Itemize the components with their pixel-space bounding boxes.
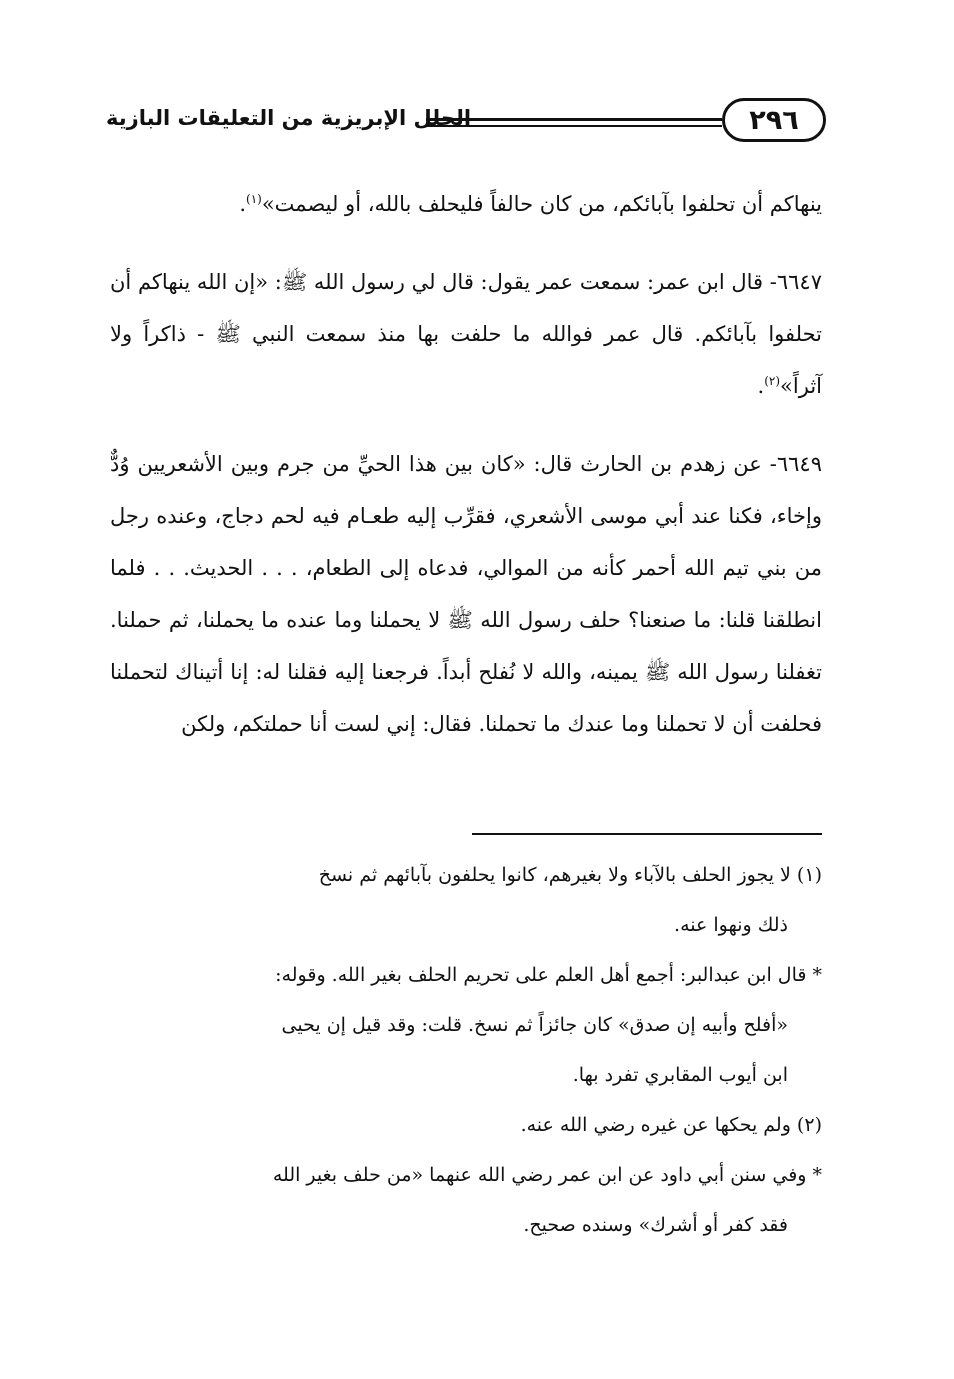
footnote-2 xyxy=(110,1100,822,1150)
footnote-1 xyxy=(110,850,822,950)
paragraph-end: . xyxy=(239,192,246,216)
book-title: الحلل الإبريزية من التعليقات البازية xyxy=(106,106,472,130)
header-double-rule xyxy=(426,118,722,127)
page-number: ٢٩٦ xyxy=(749,104,799,136)
footnote-ref-1: (١) xyxy=(246,192,262,206)
footnote-line: ذلك ونهوا عنه. xyxy=(674,914,788,936)
main-text xyxy=(110,178,822,750)
paragraph-text: ٦٦٤٧- قال ابن عمر: سمعت عمر يقول: قال لي رسول الله ﷺ: «إن الله ينهاكم أن تحلفوا بآبائكم. قال عمر فوالله ما حلفت بها منذ سمعت النبي ﷺ - ذاكراً ولا آثراً» xyxy=(110,270,822,398)
page-number-badge xyxy=(722,98,826,142)
footnote-separator xyxy=(472,833,822,835)
running-header xyxy=(106,98,826,150)
footnote-line: (١) لا يجوز الحلف بالآباء ولا بغيرهم، كانوا يحلفون بآبائهم ثم نسخ xyxy=(318,864,822,886)
paragraph-text: ينهاكم أن تحلفوا بآبائكم، من كان حالفاً فليحلف بالله، أو ليصمت» xyxy=(261,192,822,216)
footnote-line: فقد كفر أو أشرك» وسنده صحيح. xyxy=(523,1214,788,1236)
footnote-2-comment xyxy=(110,1150,822,1250)
footnote-line: «أفلح وأبيه إن صدق» كان جائزاً ثم نسخ. قلت: وقد قيل إن يحيى xyxy=(281,1014,788,1036)
footnote-line: * وفي سنن أبي داود عن ابن عمر رضي الله عنهما «من حلف بغير الله xyxy=(272,1164,822,1186)
paragraph-end: . xyxy=(757,374,765,398)
paragraph-text: ٦٦٤٩- عن زهدم بن الحارث قال: «كان بين هذا الحيِّ من جرم وبين الأشعريين وُدٌّ وإخاء، فكنا عند أبي موسى الأشعري، فقرِّب إليه طعـام فيه لحم دجاج، وعنده رجل من بني تيم الله أحمر كأنه من الموالي، فدعاه إلى الطعام، . . . الحديث. . . فلما انطلقنا قلنا: ما صنعنا؟ حلف رسول الله ﷺ لا يحملنا وما عنده ما يحملنا، ثم حملنا. تغفلنا رسول الله ﷺ يمينه، والله لا نُفلح أبداً. فرجعنا إليه فقلنا له: إنا أتيناك لتحملنا فحلفت أن لا تحملنا وما عندك ما تحملنا. فقال: إني لست أنا حملتكم، ولكن xyxy=(110,452,822,736)
footnote-line: * قال ابن عبدالبر: أجمع أهل العلم على تحريم الحلف بغير الله. وقوله: xyxy=(275,964,822,986)
footnote-line: (٢) ولم يحكها عن غيره رضي الله عنه. xyxy=(520,1114,822,1136)
footnotes xyxy=(110,850,822,1250)
hadith-6649 xyxy=(110,438,822,750)
footnote-1-comment xyxy=(110,950,822,1100)
footnote-line: ابن أيوب المقابري تفرد بها. xyxy=(572,1064,788,1086)
paragraph-continuation xyxy=(110,178,822,230)
footnote-ref-2: (٢) xyxy=(764,374,781,388)
hadith-6647 xyxy=(110,256,822,412)
